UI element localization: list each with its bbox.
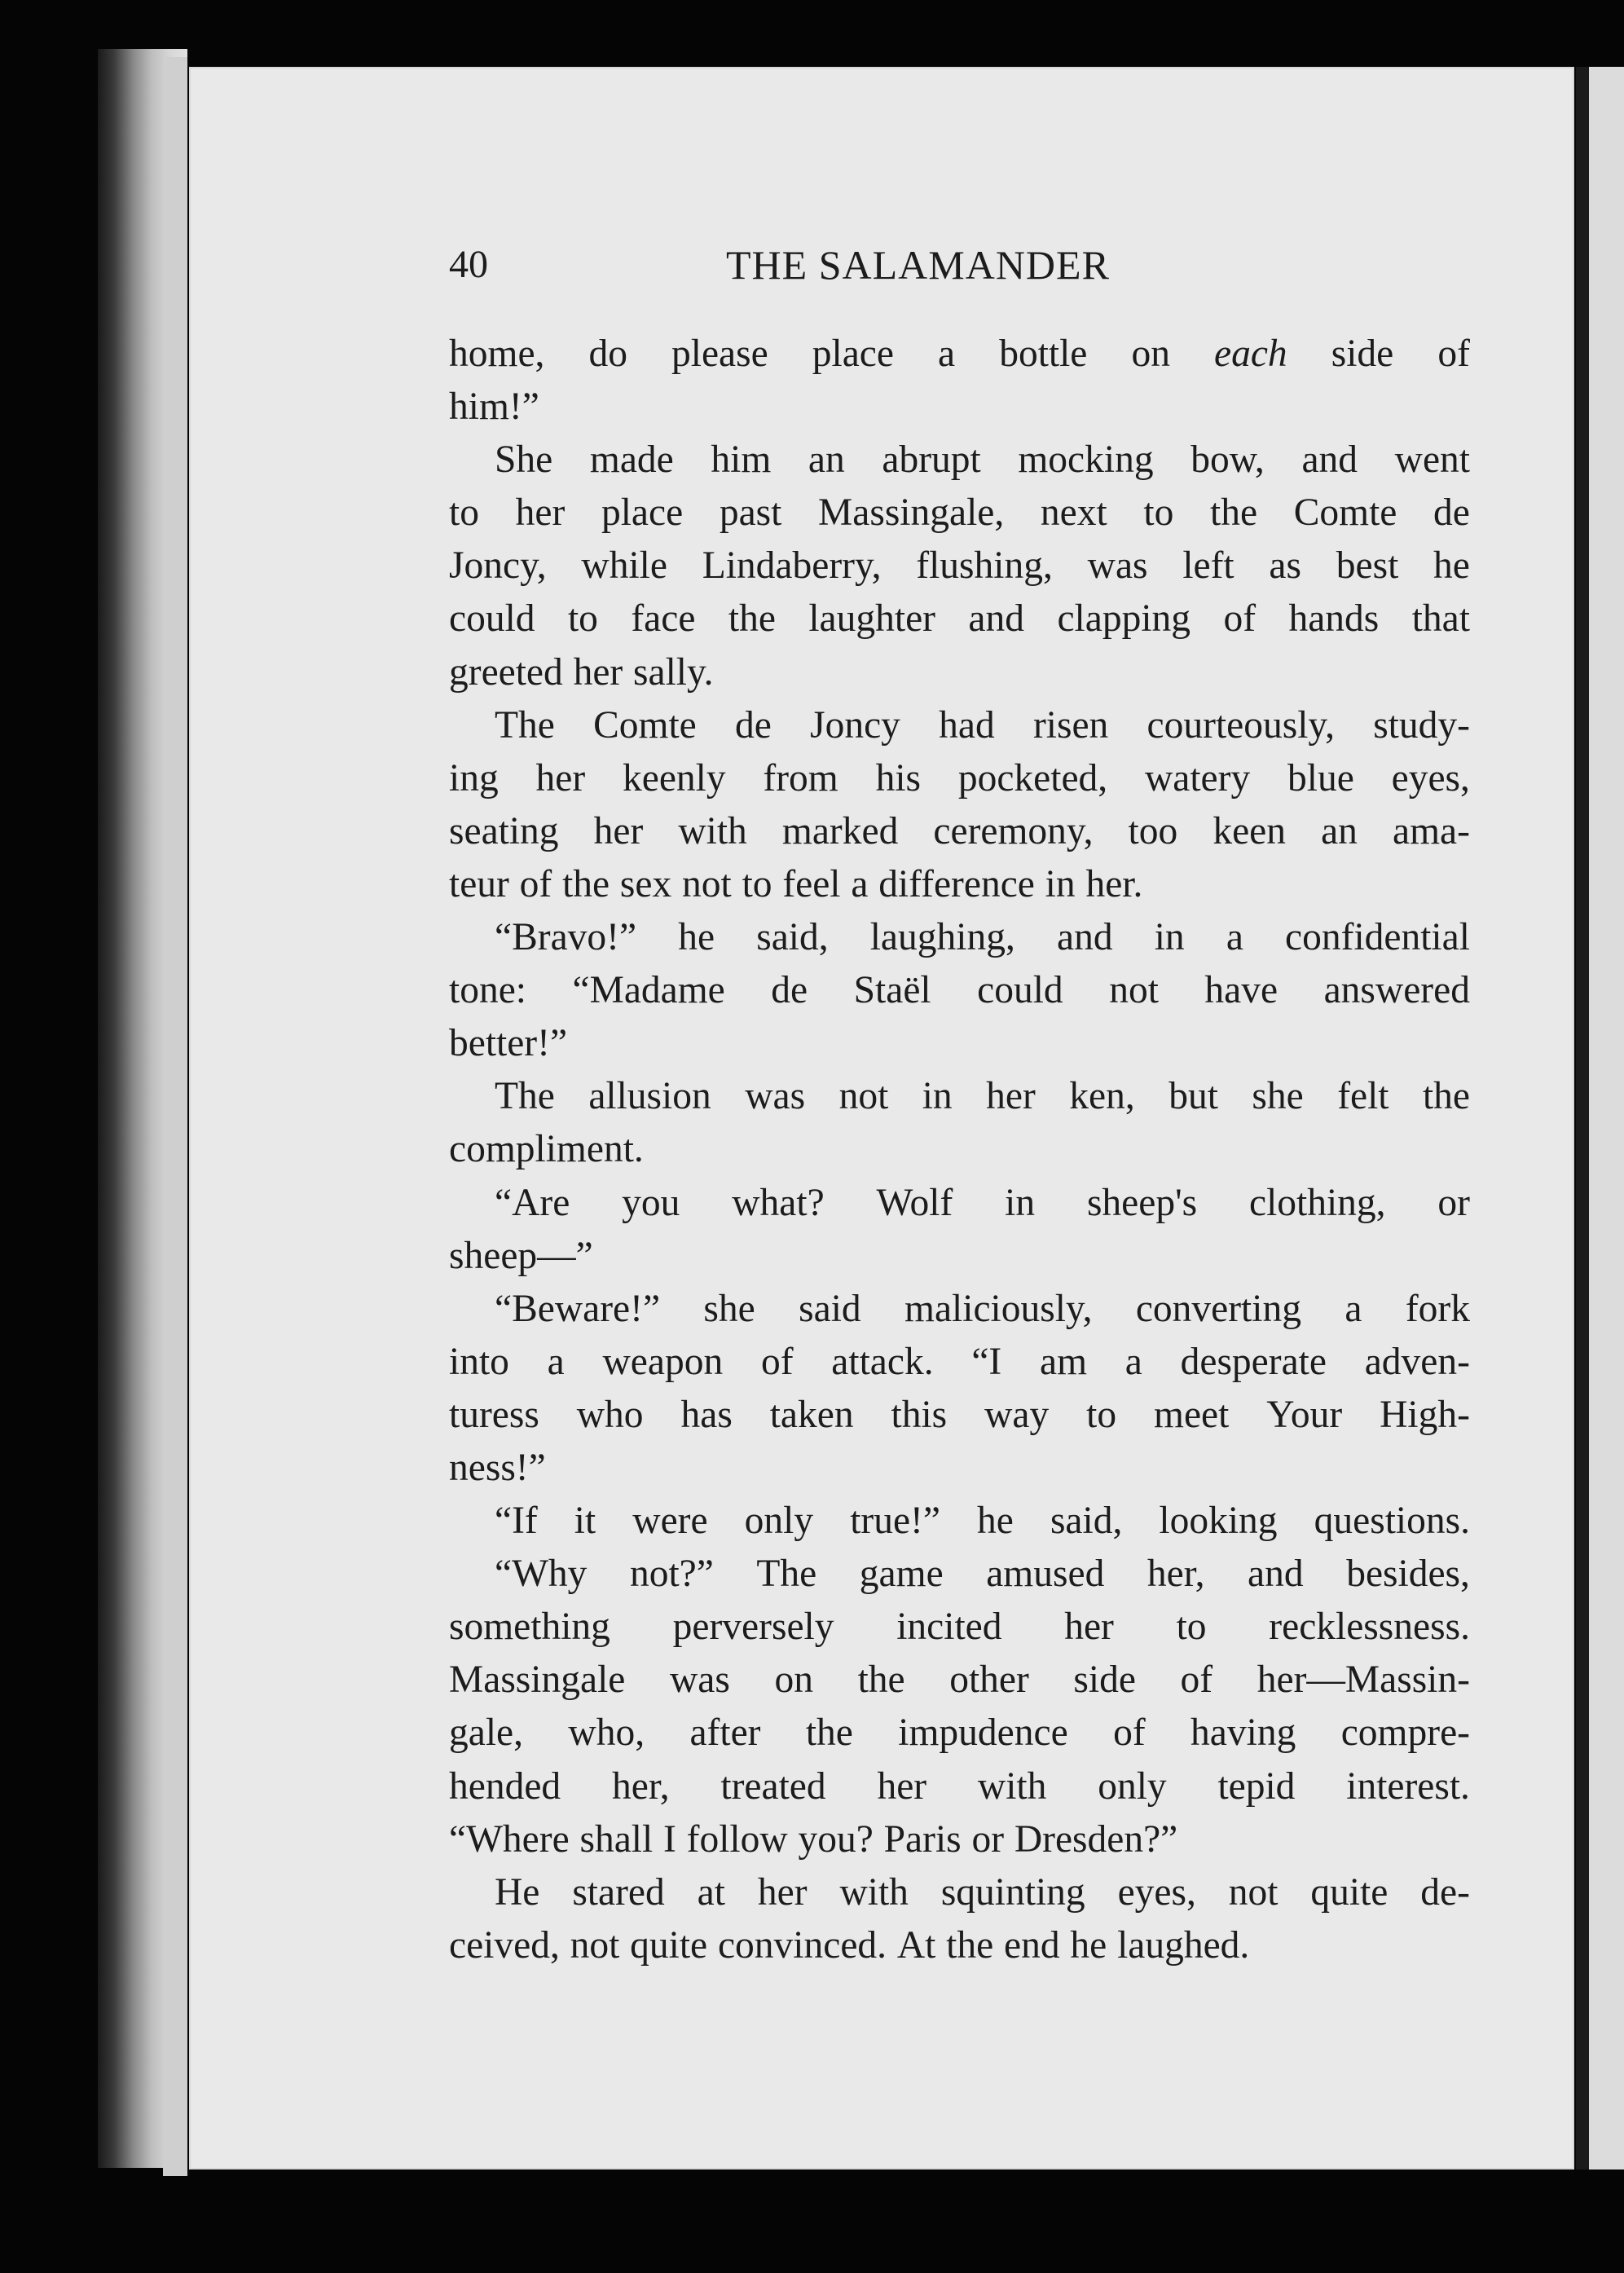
text-line	[449, 1866, 1470, 1919]
word: hands	[1288, 597, 1380, 641]
word: said,	[756, 916, 829, 959]
word: this	[891, 1393, 948, 1436]
word: please	[671, 333, 768, 375]
word: fork	[1405, 1287, 1470, 1330]
word: said,	[1050, 1500, 1123, 1543]
facing-page-edge	[1589, 67, 1624, 2169]
word: way	[984, 1393, 1050, 1436]
text-line	[449, 1177, 1470, 1230]
text-line	[449, 487, 1470, 540]
word: turess	[449, 1393, 539, 1436]
word: the	[1422, 1075, 1470, 1118]
word: mocking	[1018, 438, 1154, 482]
word: her	[515, 491, 566, 535]
word: Massingale,	[818, 491, 1005, 535]
word: it	[574, 1500, 596, 1543]
word: the	[1210, 491, 1258, 535]
word: something	[449, 1606, 610, 1649]
word: you	[622, 1181, 680, 1224]
word: ness!”	[449, 1446, 546, 1489]
word: besides,	[1346, 1553, 1470, 1596]
word: a	[1124, 1340, 1142, 1383]
word: had	[939, 703, 995, 747]
word: tepid	[1217, 1764, 1296, 1808]
word: her	[593, 809, 644, 852]
word: the	[857, 1658, 905, 1702]
word: teur	[449, 862, 509, 905]
word: amused	[986, 1553, 1105, 1596]
word: hended	[449, 1764, 561, 1808]
text-line	[449, 752, 1470, 805]
word: next	[1040, 491, 1107, 535]
word: too	[1128, 809, 1178, 852]
word: of	[1223, 597, 1257, 641]
word: gale,	[449, 1711, 523, 1755]
word: true!”	[850, 1500, 940, 1543]
word: treated	[720, 1764, 826, 1808]
word: past	[719, 491, 782, 535]
text-line	[449, 381, 1470, 434]
word: bow,	[1190, 438, 1265, 482]
text-line	[449, 592, 1470, 645]
word: keenly	[622, 756, 726, 800]
word: maliciously,	[904, 1287, 1093, 1330]
word: “Where	[449, 1817, 570, 1861]
word: only	[1098, 1764, 1167, 1808]
text-line	[449, 1123, 1470, 1176]
word: keen	[1212, 809, 1286, 852]
word: attack.	[831, 1340, 934, 1383]
word: convinced.	[717, 1923, 887, 1967]
word: was	[1087, 544, 1148, 588]
word: abrupt	[882, 438, 981, 482]
word: a	[1345, 1287, 1362, 1330]
word: was	[745, 1075, 806, 1118]
word: the	[946, 1923, 994, 1967]
word: on	[1131, 333, 1170, 375]
word: Joncy	[810, 703, 900, 747]
word: Comte	[593, 703, 697, 747]
word: place	[601, 491, 684, 535]
word: of	[1113, 1711, 1146, 1755]
word: or	[971, 1817, 1005, 1861]
word: The	[495, 703, 555, 747]
word: not?”	[629, 1553, 714, 1596]
word: her.	[1085, 862, 1143, 905]
word: sex	[619, 862, 672, 905]
word: could	[977, 969, 1063, 1012]
word: squinting	[940, 1870, 1085, 1914]
word: laughter	[808, 597, 935, 641]
text-line	[449, 964, 1470, 1017]
word: interest.	[1346, 1764, 1470, 1808]
word: stared	[572, 1870, 665, 1914]
word: made	[589, 438, 674, 482]
word: her,	[1146, 1553, 1205, 1596]
word: and	[968, 597, 1025, 641]
word: he	[977, 1500, 1014, 1543]
word: and	[1248, 1553, 1304, 1596]
word: difference	[878, 862, 1035, 905]
word: her	[1064, 1606, 1114, 1649]
word: her	[573, 650, 623, 694]
word: ken,	[1069, 1075, 1135, 1118]
word: not	[570, 1923, 620, 1967]
word: marked	[781, 809, 899, 852]
word: feel	[782, 862, 841, 905]
word: with	[839, 1870, 909, 1914]
body-text	[449, 328, 1470, 1972]
text-line	[449, 1548, 1470, 1601]
word: pocketed,	[957, 756, 1108, 800]
word: greeted	[449, 650, 563, 694]
word: having	[1190, 1711, 1296, 1755]
word: at	[697, 1870, 725, 1914]
word: clothing,	[1248, 1181, 1386, 1224]
word: am	[1039, 1340, 1088, 1383]
word: de	[1433, 491, 1470, 535]
word: each	[1214, 333, 1287, 375]
word: said	[799, 1287, 861, 1330]
word: place	[812, 333, 894, 375]
word: him	[711, 438, 772, 482]
text-line	[449, 1601, 1470, 1654]
word: in	[1045, 862, 1076, 905]
word: what?	[732, 1181, 825, 1224]
word: and	[1056, 916, 1113, 959]
word: Wolf	[876, 1181, 953, 1224]
word: was	[669, 1658, 730, 1702]
word: “Are	[495, 1181, 570, 1224]
word: only	[744, 1500, 814, 1543]
text-line	[449, 1389, 1470, 1442]
word: Paris	[883, 1817, 962, 1861]
word: a	[938, 333, 956, 375]
word: home,	[449, 333, 545, 375]
word: her	[535, 756, 586, 800]
text-line	[449, 1495, 1470, 1548]
text-line	[449, 858, 1470, 911]
word: laughed.	[1117, 1923, 1250, 1967]
text-line	[449, 1230, 1470, 1283]
word: not	[1228, 1870, 1279, 1914]
word: to	[742, 862, 772, 905]
text-line	[449, 1070, 1470, 1123]
text-line	[449, 646, 1470, 699]
text-line	[449, 328, 1470, 381]
word: converting	[1135, 1287, 1301, 1330]
word: he	[1070, 1923, 1107, 1967]
word: to	[1176, 1606, 1207, 1649]
word: weapon	[602, 1340, 724, 1383]
word: an	[1321, 809, 1358, 852]
word: tone:	[449, 969, 526, 1012]
word: She	[495, 438, 553, 482]
text-line	[449, 1283, 1470, 1336]
word: “Bravo!”	[495, 916, 637, 959]
word: into	[449, 1340, 509, 1383]
word: to	[1143, 491, 1174, 535]
word: you?	[798, 1817, 874, 1861]
word: have	[1204, 969, 1279, 1012]
word: not	[682, 862, 732, 905]
word: de-	[1420, 1870, 1470, 1914]
word: who	[576, 1393, 644, 1436]
word: the	[805, 1711, 853, 1755]
word: a	[851, 862, 869, 905]
word: sheep's	[1086, 1181, 1198, 1224]
word: shall	[579, 1817, 654, 1861]
word: impudence	[898, 1711, 1068, 1755]
word: Staël	[853, 969, 931, 1012]
page-right-shadow	[1576, 67, 1589, 2169]
word: de	[771, 969, 808, 1012]
word: “If	[495, 1500, 538, 1543]
page-gutter	[163, 57, 187, 2176]
text-line	[449, 1654, 1470, 1707]
word: the	[728, 597, 776, 641]
word: clapping	[1057, 597, 1191, 641]
word: to	[567, 597, 598, 641]
text-line	[449, 1336, 1470, 1389]
word: sheep—”	[449, 1234, 593, 1277]
word: allusion	[588, 1075, 711, 1118]
word: has	[680, 1393, 733, 1436]
text-line	[449, 805, 1470, 858]
word: eyes,	[1391, 756, 1470, 800]
word: game	[859, 1553, 944, 1596]
running-title: THE SALAMANDER	[726, 242, 1110, 288]
word: could	[449, 597, 535, 641]
word: follow	[686, 1817, 788, 1861]
word: desperate	[1180, 1340, 1327, 1383]
text-line	[449, 1707, 1470, 1760]
word: better!”	[449, 1022, 568, 1065]
word: her	[757, 1870, 808, 1914]
word: sally.	[633, 650, 714, 694]
word: perversely	[672, 1606, 834, 1649]
word: her	[986, 1075, 1036, 1118]
word: bottle	[999, 333, 1088, 375]
word: ama-	[1393, 809, 1470, 852]
word: after	[689, 1711, 761, 1755]
word: “I	[971, 1340, 1002, 1383]
word: went	[1394, 438, 1470, 482]
word: of	[760, 1340, 794, 1383]
word: quite	[630, 1923, 708, 1967]
text-line	[449, 434, 1470, 487]
word: study-	[1373, 703, 1470, 747]
word: High-	[1380, 1393, 1470, 1436]
word: questions.	[1314, 1500, 1470, 1543]
word: eyes,	[1117, 1870, 1196, 1914]
word: with	[678, 809, 747, 852]
word: to	[1086, 1393, 1117, 1436]
word: who,	[568, 1711, 645, 1755]
text-line	[449, 1919, 1470, 1972]
text-line	[449, 911, 1470, 964]
word: in	[1005, 1181, 1036, 1224]
page-number: 40	[449, 243, 488, 286]
word: her	[877, 1764, 927, 1808]
word: to	[449, 491, 479, 535]
word: she	[1252, 1075, 1304, 1118]
word: felt	[1337, 1075, 1389, 1118]
word: At	[896, 1923, 936, 1967]
word: de	[735, 703, 772, 747]
word: she	[703, 1287, 755, 1330]
word: on	[774, 1658, 813, 1702]
word: seating	[449, 809, 559, 852]
word: The	[756, 1553, 817, 1596]
word: incited	[896, 1606, 1002, 1649]
word: as	[1269, 544, 1301, 588]
word: in	[1154, 916, 1185, 959]
word: not	[838, 1075, 889, 1118]
word: and	[1301, 438, 1358, 482]
word: he	[678, 916, 715, 959]
word: He	[495, 1870, 540, 1914]
word: a	[1226, 916, 1243, 959]
word: with	[977, 1764, 1047, 1808]
word: risen	[1032, 703, 1109, 747]
text-line	[449, 1017, 1470, 1070]
word: Dresden?”	[1014, 1817, 1178, 1861]
word: him!”	[449, 385, 539, 429]
text-line	[449, 1442, 1470, 1495]
word: or	[1437, 1181, 1470, 1224]
word: he	[1433, 544, 1470, 588]
word: face	[631, 597, 696, 641]
word: “Beware!”	[495, 1287, 661, 1330]
word: compre-	[1340, 1711, 1470, 1755]
word: in	[922, 1075, 953, 1118]
word: her,	[611, 1764, 670, 1808]
word: looking	[1159, 1500, 1278, 1543]
word: from	[763, 756, 838, 800]
text-line	[449, 699, 1470, 752]
word: ceived,	[449, 1923, 560, 1967]
word: her—Massin-	[1257, 1658, 1470, 1702]
word: flushing,	[916, 544, 1053, 588]
text-line	[449, 1760, 1470, 1813]
word: Your	[1266, 1393, 1343, 1436]
word: laughing,	[869, 916, 1015, 959]
word: the	[562, 862, 610, 905]
word: not	[1109, 969, 1159, 1012]
word: were	[632, 1500, 708, 1543]
word: Massingale	[449, 1658, 626, 1702]
word: of	[1180, 1658, 1213, 1702]
word: taken	[769, 1393, 854, 1436]
word: side	[1073, 1658, 1136, 1702]
word: ing	[449, 756, 499, 800]
word: ceremony,	[933, 809, 1094, 852]
word: confidential	[1285, 916, 1470, 959]
word: recklessness.	[1269, 1606, 1470, 1649]
word: end	[1004, 1923, 1060, 1967]
word: The	[495, 1075, 555, 1118]
word: compliment.	[449, 1128, 644, 1171]
word: while	[581, 544, 667, 588]
word: watery	[1144, 756, 1251, 800]
word: meet	[1154, 1393, 1230, 1436]
word: blue	[1287, 756, 1354, 800]
word: Joncy,	[449, 544, 547, 588]
word: “Madame	[572, 969, 725, 1012]
word: adven-	[1364, 1340, 1470, 1383]
word: left	[1182, 544, 1235, 588]
word: that	[1411, 597, 1470, 641]
word: “Why	[495, 1553, 588, 1596]
word: best	[1336, 544, 1399, 588]
word: quite	[1310, 1870, 1389, 1914]
word: courteously,	[1146, 703, 1335, 747]
word: of	[519, 862, 552, 905]
word: I	[663, 1817, 676, 1861]
word: answered	[1323, 969, 1470, 1012]
word: a	[547, 1340, 565, 1383]
word: do	[588, 333, 627, 375]
word: his	[875, 756, 922, 800]
page-header	[449, 236, 1470, 293]
word: but	[1168, 1075, 1218, 1118]
text-line	[449, 540, 1470, 592]
word: of	[1437, 333, 1470, 375]
word: an	[808, 438, 845, 482]
word: Lindaberry,	[702, 544, 882, 588]
word: side	[1331, 333, 1394, 375]
word: Comte	[1293, 491, 1397, 535]
text-line	[449, 1813, 1470, 1866]
word: other	[949, 1658, 1029, 1702]
